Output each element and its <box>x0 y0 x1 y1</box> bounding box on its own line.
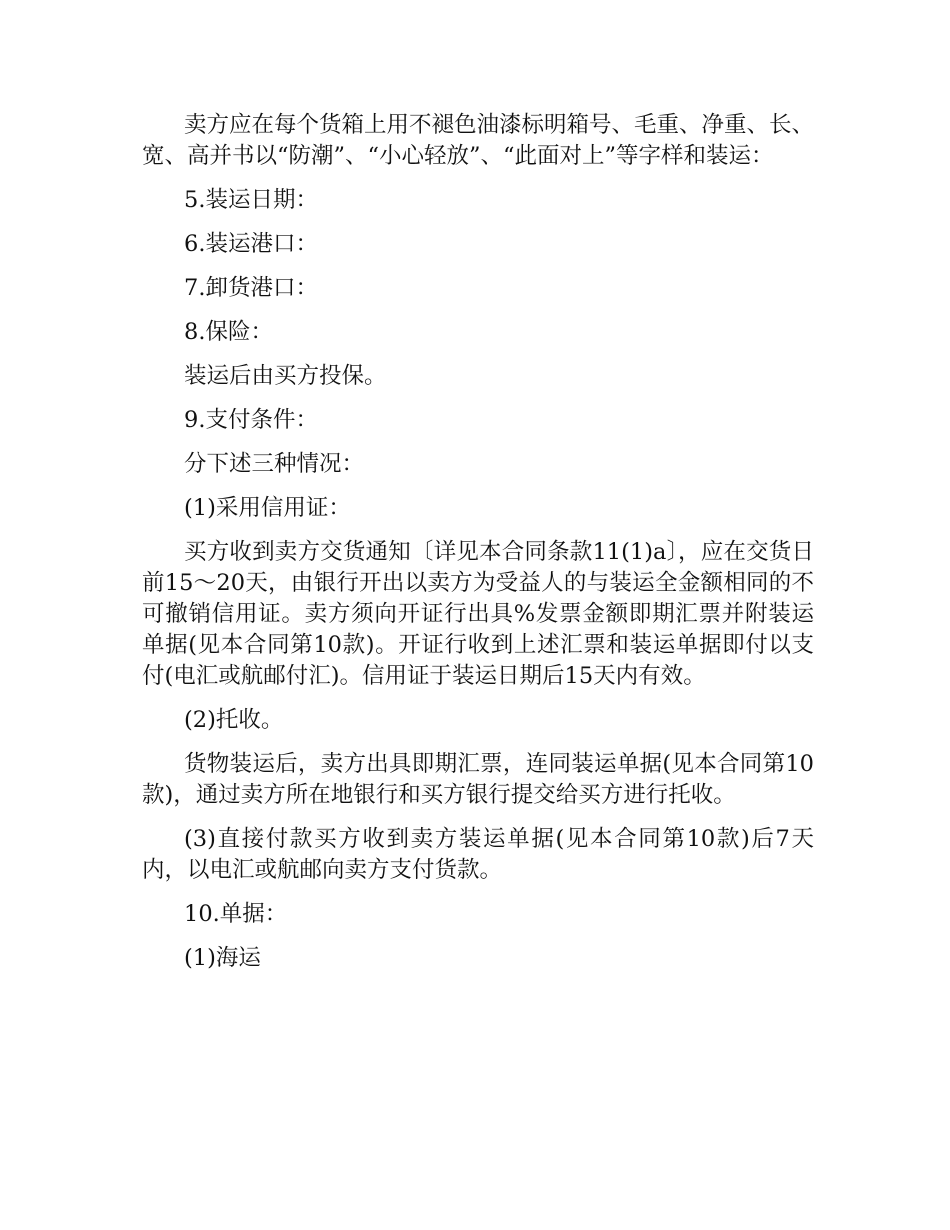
paragraph-shipment-date: 5.装运日期： <box>184 187 318 213</box>
paragraph-documents-heading: 10.单据： <box>184 901 288 927</box>
paragraph-letter-of-credit-text: 买方收到卖方交货通知〔详见本合同条款11(1)a〕，应在交货日前15～20天，由银行开出以卖方为受益人的与装运全金额相同的不可撤销信用证。卖方须向开证行出具%发票金额即期汇票并附装运单据(见本合同第10款)。开证行收到上述汇票和装运单据即付以支付(电汇或航邮付汇)。信用证于装运日期后15天内有效。 <box>142 539 814 689</box>
paragraph-marking-requirements: 卖方应在每个货箱上用不褪色油漆标明箱号、毛重、净重、长、宽、高并书以“防潮”、“小心轻放”、“此面对上”等字样和装运： <box>142 112 815 169</box>
paragraph-collection-heading: (2)托收。 <box>184 707 284 733</box>
paragraph-insurance-text: 装运后由买方投保。 <box>184 363 387 389</box>
paragraph-insurance-heading: 8.保险： <box>184 319 273 345</box>
paragraph-direct-payment: (3)直接付款买方收到卖方装运单据(见本合同第10款)后7天内，以电汇或航邮向卖方支付货款。 <box>142 826 814 883</box>
paragraph-collection-text: 货物装运后，卖方出具即期汇票，连同装运单据(见本合同第10款)，通过卖方所在地银行和买方银行提交给买方进行托收。 <box>142 751 814 808</box>
paragraph-payment-cases: 分下述三种情况： <box>184 451 365 477</box>
paragraph-ocean-shipping: (1)海运 <box>184 945 261 971</box>
paragraph-letter-of-credit-heading: (1)采用信用证： <box>184 495 351 521</box>
document-body <box>142 110 814 987</box>
paragraph-port-of-loading: 6.装运港口： <box>184 231 318 257</box>
paragraph-port-of-discharge: 7.卸货港口： <box>184 275 318 301</box>
paragraph-payment-heading: 9.支付条件： <box>184 407 318 433</box>
